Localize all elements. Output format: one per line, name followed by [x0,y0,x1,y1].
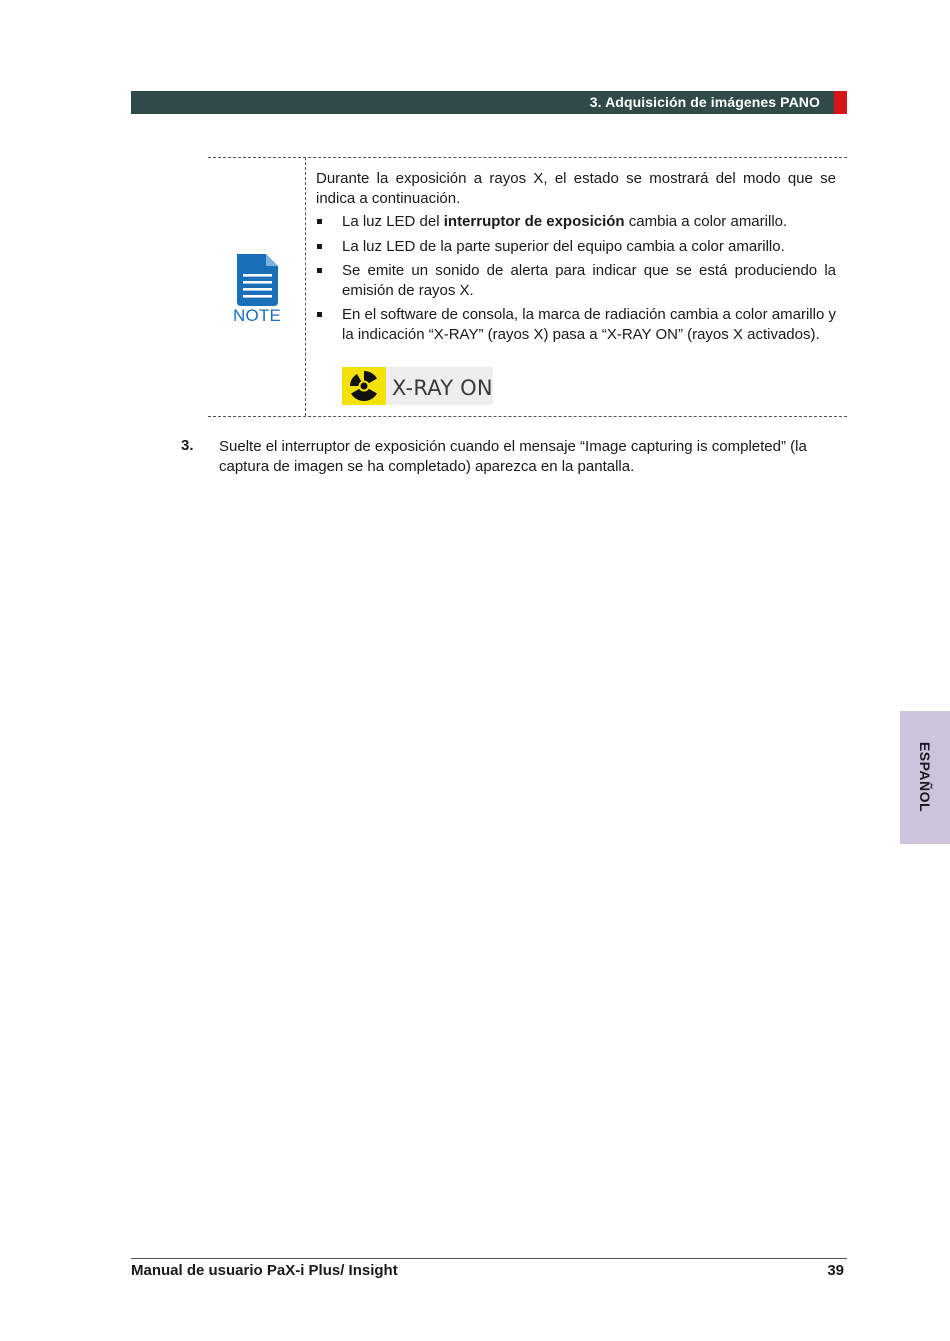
note-label: NOTE [232,306,282,325]
note-top-border [208,157,847,158]
note-intro: Durante la exposición a rayos X, el estado se mostrará del modo que se indica a continuación. [316,170,836,207]
note-bullet-item: Se emite un sonido de alerta para indicar que se está produciendo la emisión de rayos X. [316,261,836,300]
section-title: 3. Adquisición de imágenes PANO [589,94,820,110]
section-header-bar [131,91,834,114]
note-bullet-item: La luz LED de la parte superior del equipo cambia a color amarillo. [316,237,836,257]
step-number: 3. [181,437,194,454]
footer-page-number: 39 [827,1262,844,1279]
note-body [316,169,836,349]
square-bullet-icon [317,244,322,249]
language-tab [900,711,950,844]
square-bullet-icon [317,268,322,273]
header-accent-block [834,91,847,114]
note-bullet-item: En el software de consola, la marca de radiación cambia a color amarillo y la indicación “X-RAY” (rayos X) pasa a “X-RAY ON” (rayos X activados). [316,305,836,344]
step-text: Suelte el interruptor de exposición cuando el mensaje “Image capturing is completed” (la captura de imagen se ha completado) aparezca en la pantalla. [219,438,807,475]
language-tab-label: ESPAÑOL [917,741,933,813]
square-bullet-icon [317,312,322,317]
xray-on-text: X-RAY ON [392,376,493,400]
note-callout-icon [228,251,286,329]
radiation-icon [342,367,386,405]
footer-manual-title: Manual de usuario PaX-i Plus/ Insight [131,1262,398,1279]
square-bullet-icon [317,219,322,224]
note-document-icon [228,251,286,309]
xray-on-indicator [342,367,493,405]
note-bottom-border [208,416,847,417]
note-column-divider [305,157,306,416]
footer-rule [131,1258,847,1259]
note-bullet-item: La luz LED del interruptor de exposición cambia a color amarillo. [316,212,836,232]
note-bullet-list [316,212,836,344]
